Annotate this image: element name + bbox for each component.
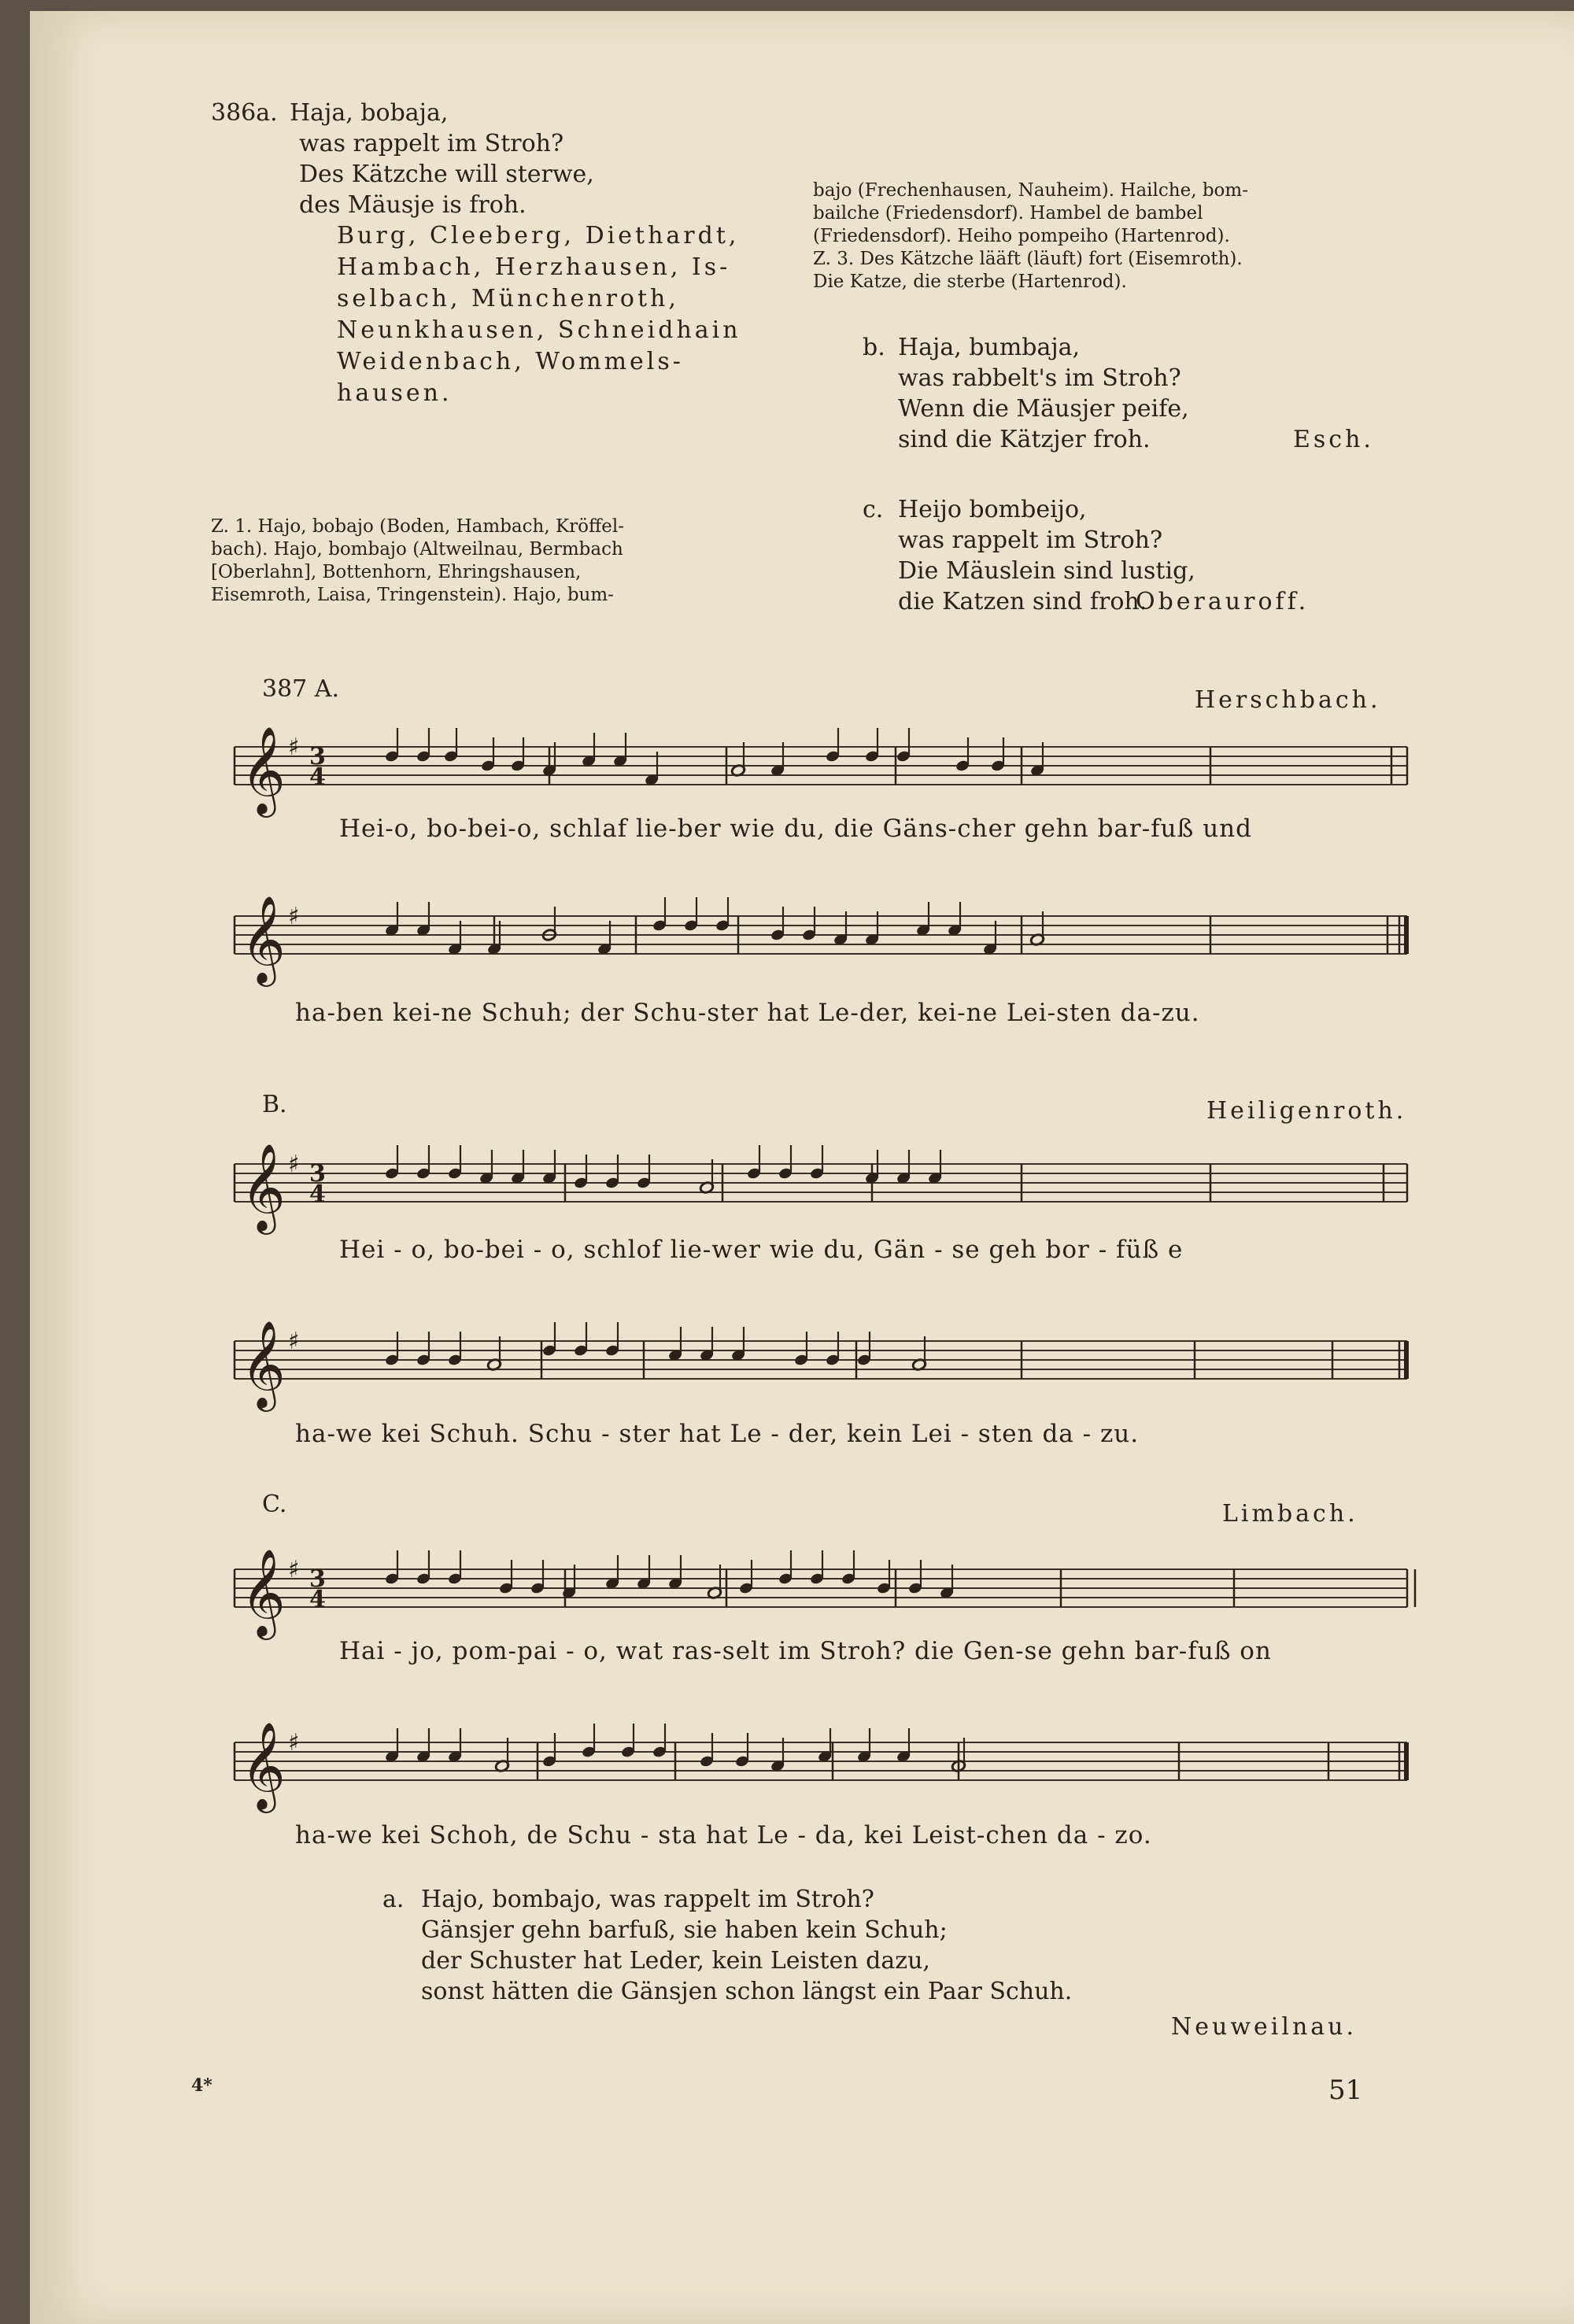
lyrics-c-line2: ha-we kei Schoh, de Schu - sta hat Le - da, kei Leist-chen da - zo. [295, 1821, 1152, 1849]
variant-line: Z. 1. Hajo, bobajo (Boden, Hambach, Kröffel- [211, 516, 625, 537]
poem-variant-a [421, 1884, 1072, 2007]
poem-line: Hajo, bombajo, was rappelt im Stroh? [421, 1886, 874, 1913]
song-number-387: 387 A. [262, 675, 339, 703]
treble-clef-icon: 𝄞 [241, 1721, 286, 1809]
poem-line: was rappelt im Stroh? [898, 527, 1163, 554]
key-signature-sharp: ♯ [288, 1328, 300, 1355]
time-signature-bottom: 4 [309, 1586, 326, 1613]
lyrics-a-line1: Hei-o, bo-bei-o, schlaf lie-ber wie du, die Gäns-cher gehn bar-fuß und [339, 815, 1252, 843]
final-barline-thick [1404, 1742, 1409, 1780]
book-page [30, 11, 1574, 2324]
place-line: Hambach, Herzhausen, Is- [337, 253, 731, 281]
time-signature-bottom: 4 [309, 763, 326, 791]
variant-line: bach). Hajo, bombajo (Altweilnau, Bermbach [211, 539, 623, 560]
poem-line: Die Mäuslein sind lustig, [898, 557, 1195, 585]
place-line: Neunkhausen, Schneidhain [337, 316, 741, 344]
variant-line: bailche (Friedensdorf). Hambel de bambel [813, 203, 1203, 224]
poem-line: sind die Kätzjer froh. [898, 426, 1151, 453]
time-signature-top: 3 [309, 743, 326, 770]
lyrics-b-line2: ha-we kei Schuh. Schu - ster hat Le - der, kein Lei - sten da - zu. [295, 1420, 1140, 1448]
poem-line: was rappelt im Stroh? [299, 130, 564, 157]
key-signature-sharp: ♯ [288, 1729, 300, 1757]
variants-386a-right [813, 179, 1248, 294]
label-387c: C. [262, 1491, 287, 1518]
variant-line: Die Katze, die sterbe (Hartenrod). [813, 272, 1127, 292]
place-line: hausen. [337, 379, 453, 407]
variant-line: Eisemroth, Laisa, Tringenstein). Hajo, bum- [211, 585, 614, 605]
treble-clef-icon: 𝄞 [241, 1548, 286, 1636]
poem-line: Des Kätzche will sterwe, [299, 161, 594, 188]
variant-line: [Oberlahn], Bottenhorn, Ehringshausen, [211, 562, 582, 582]
place-386c: Oberauroff. [1136, 588, 1310, 615]
poem-line: die Katzen sind froh. [898, 588, 1147, 615]
final-barline-thick [1404, 1341, 1409, 1379]
poem-line: Gänsjer gehn barfuß, sie haben kein Schuh; [421, 1916, 948, 1944]
song-label-386c: c. [863, 496, 884, 523]
music-staff-b1 [195, 1143, 1415, 1231]
music-staff-a1 [195, 726, 1415, 814]
treble-clef-icon: 𝄞 [241, 726, 286, 814]
label-387b: B. [262, 1091, 287, 1118]
song-label-386b: b. [863, 334, 885, 361]
time-signature-top: 3 [309, 1565, 326, 1593]
music-staff-b2 [195, 1320, 1415, 1408]
place-line: selbach, Münchenroth, [337, 285, 679, 312]
places-386a [337, 220, 741, 409]
lyrics-b-line1: Hei - o, bo-bei - o, schlof lie-wer wie du, Gän - se geh bor - füß e [339, 1236, 1184, 1264]
place-line: Weidenbach, Wommels- [337, 348, 684, 375]
page-number: 51 [1328, 2075, 1363, 2106]
key-signature-sharp: ♯ [288, 1151, 300, 1178]
poem-line: des Mäusje is froh. [299, 191, 527, 219]
variant-line: Z. 3. Des Kätzche lääft (läuft) fort (Eisemroth). [813, 249, 1243, 269]
lyrics-a-line2: ha-ben kei-ne Schuh; der Schu-ster hat Le-der, kei-ne Lei-sten da-zu. [295, 999, 1200, 1027]
poem-386a [290, 98, 594, 220]
poem-line: Haja, bumbaja, [898, 334, 1081, 361]
poem-line: was rabbelt's im Stroh? [898, 364, 1181, 392]
place-386b: Esch. [1293, 426, 1374, 453]
lyrics-c-line1: Hai - jo, pom-pai - o, wat ras-selt im Stroh? die Gen-se gehn bar-fuß on [339, 1637, 1272, 1665]
music-staff-c1 [195, 1548, 1415, 1636]
label-variant-a: a. [382, 1886, 405, 1913]
place-387a: Herschbach. [1195, 686, 1381, 714]
poem-line: Heijo bombeijo, [898, 496, 1087, 523]
poem-line: Haja, bobaja, [290, 99, 449, 127]
place-line: Burg, Cleeberg, Diethardt, [337, 222, 740, 249]
place-387b: Heiligenroth. [1206, 1097, 1407, 1125]
song-number-386a: 386a. [211, 99, 278, 127]
music-staff-c2 [195, 1721, 1415, 1809]
time-signature-bottom: 4 [309, 1180, 326, 1208]
key-signature-sharp: ♯ [288, 903, 300, 930]
treble-clef-icon: 𝄞 [241, 1143, 286, 1231]
time-signature-top: 3 [309, 1160, 326, 1188]
variant-line: (Friedensdorf). Heiho pompeiho (Hartenrod). [813, 226, 1230, 246]
variant-line: bajo (Frechenhausen, Nauheim). Hailche, bom- [813, 180, 1248, 201]
final-barline-thick [1404, 916, 1409, 954]
poem-line: Wenn die Mäusjer peife, [898, 395, 1189, 423]
poem-386b [898, 332, 1189, 455]
poem-line: der Schuster hat Leder, kein Leisten dazu, [421, 1947, 930, 1975]
key-signature-sharp: ♯ [288, 733, 300, 761]
place-variant-a: Neuweilnau. [1171, 2013, 1358, 2041]
key-signature-sharp: ♯ [288, 1556, 300, 1583]
treble-clef-icon: 𝄞 [241, 1320, 286, 1408]
place-387c: Limbach. [1222, 1500, 1358, 1528]
variants-386a-left [211, 515, 624, 607]
treble-clef-icon: 𝄞 [241, 895, 286, 983]
signature-mark: 4* [191, 2075, 212, 2096]
poem-line: sonst hätten die Gänsjen schon längst ein Paar Schuh. [421, 1978, 1073, 2005]
music-staff-a2 [195, 895, 1415, 983]
